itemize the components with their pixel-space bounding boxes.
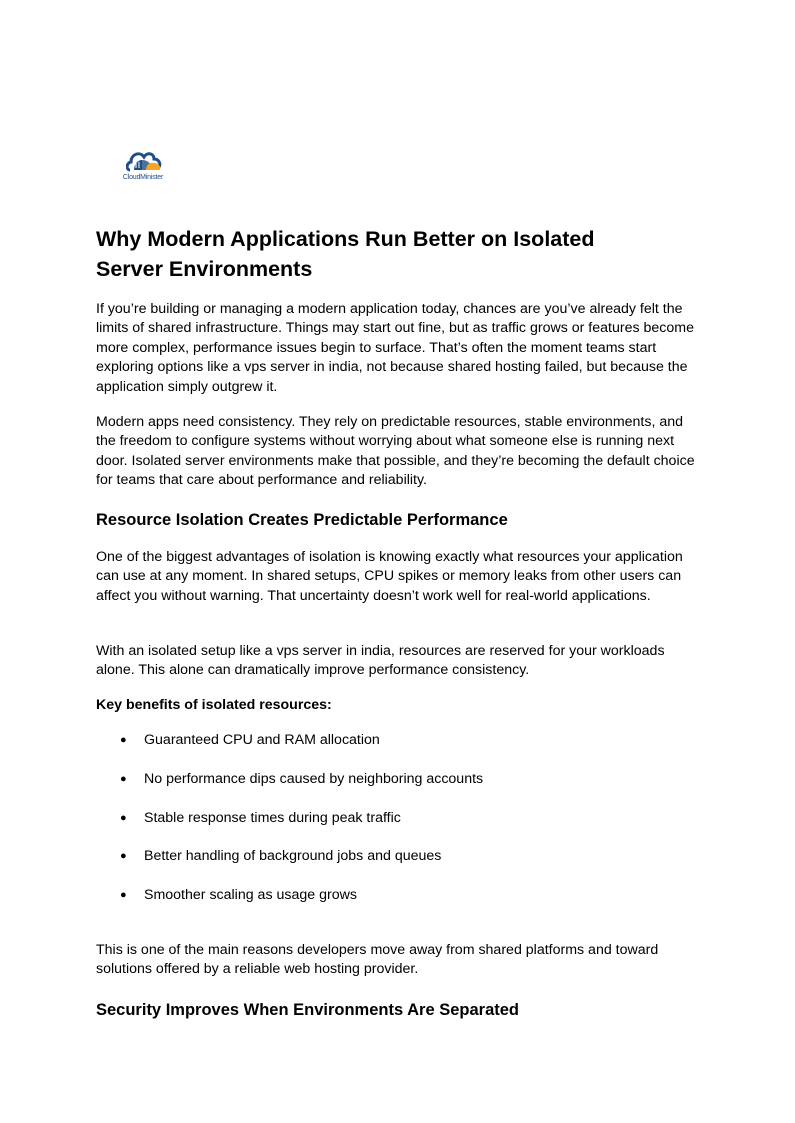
list-item bbox=[96, 847, 696, 886]
list-item-text: Better handling of background jobs and queues bbox=[144, 848, 442, 865]
bullet-icon: ● bbox=[120, 850, 127, 863]
brand-logo bbox=[116, 148, 170, 184]
benefits-list bbox=[96, 731, 696, 925]
cloud-logo-icon bbox=[126, 148, 162, 174]
list-item bbox=[96, 770, 696, 809]
list-item-text: No performance dips caused by neighboring accounts bbox=[144, 770, 484, 787]
list-item-text: Stable response times during peak traffic bbox=[144, 809, 401, 826]
list-item bbox=[96, 731, 696, 770]
list-item bbox=[96, 809, 696, 848]
section-heading-security: Security Improves When Environments Are Separated bbox=[96, 1001, 520, 1019]
logo-wordmark: CloudMinister bbox=[122, 174, 164, 181]
page-title: Why Modern Applications Run Better on Isolated Server Environments bbox=[96, 227, 595, 281]
bullet-icon: ● bbox=[120, 889, 127, 902]
list-item bbox=[96, 886, 696, 925]
bullet-icon: ● bbox=[120, 734, 127, 746]
bullet-icon: ● bbox=[120, 772, 127, 785]
bullet-icon: ● bbox=[120, 811, 127, 824]
section1-paragraph-1: One of the biggest advantages of isolation is knowing exactly what resources your application can use at any moment. In shared setups, CPU spikes or memory leaks from other users can affect you without warning. That uncertainty doesn’t work well for real-world applications. bbox=[96, 549, 683, 604]
section-heading-resource-isolation: Resource Isolation Creates Predictable Performance bbox=[96, 511, 508, 529]
intro-paragraph-2: Modern apps need consistency. They rely on predictable resources, stable environments, and the freedom to configure systems without worrying about what someone else is running next door. Isolated server environments make that possible, and they’re becoming the default choice for teams that care about performance and reliability. bbox=[96, 414, 695, 489]
section1-paragraph-2: With an isolated setup like a vps server in india, resources are reserved for your workloads alone. This alone can dramatically improve performance consistency. bbox=[96, 643, 665, 679]
intro-paragraph-1: If you’re building or managing a modern application today, chances are you’ve already felt the limits of shared infrastructure. Things may start out fine, but as traffic grows or features become more complex, performance issues begin to surface. That’s often the moment teams start exploring options like a vps server in india, not because shared hosting failed, but because the application simply outgrew it. bbox=[96, 301, 694, 395]
section1-closing-paragraph: This is one of the main reasons developers move away from shared platforms and toward solutions offered by a reliable web hosting provider. bbox=[96, 942, 659, 978]
benefits-list-label: Key benefits of isolated resources: bbox=[96, 697, 332, 713]
list-item-text: Guaranteed CPU and RAM allocation bbox=[144, 732, 380, 748]
list-item-text: Smoother scaling as usage grows bbox=[144, 887, 357, 904]
